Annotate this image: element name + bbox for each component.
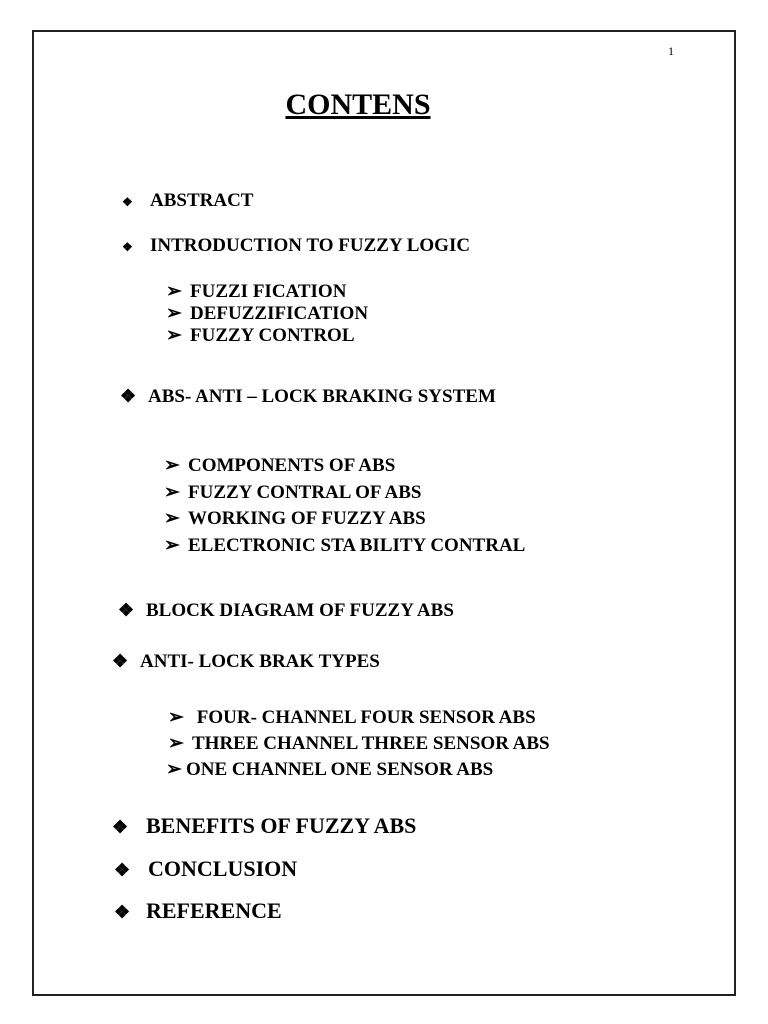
page-title: CONTENS: [285, 88, 431, 121]
toc-subitem-defuzzification: ➢ DEFUZZIFICATION: [166, 303, 369, 324]
diamond-bullet-icon: ❖: [120, 386, 137, 406]
toc-item-block-diagram: ❖ BLOCK DIAGRAM OF FUZZY ABS: [118, 600, 454, 621]
diamond-bullet-icon: ❖: [122, 195, 133, 209]
toc-item-benefits: ❖ BENEFITS OF FUZZY ABS: [112, 813, 417, 838]
arrow-bullet-icon: ➢: [164, 508, 180, 529]
toc-subitem-fuzzification: ➢ FUZZI FICATION: [166, 281, 347, 302]
arrow-bullet-icon: ➢: [168, 707, 184, 728]
toc-item-abstract: ❖ ABSTRACT: [122, 190, 254, 211]
toc-item-introduction: ❖ INTRODUCTION TO FUZZY LOGIC: [122, 235, 471, 256]
arrow-bullet-icon: ➢: [166, 281, 182, 302]
diamond-bullet-icon: ❖: [114, 902, 131, 922]
page-number: 1: [668, 44, 674, 58]
arrow-bullet-icon: ➢: [166, 325, 182, 346]
toc-subitem-fuzzy-contral: ➢ FUZZY CONTRAL OF ABS: [164, 482, 422, 503]
diamond-bullet-icon: ❖: [122, 240, 133, 254]
toc-item-conclusion: ❖ CONCLUSION: [114, 856, 298, 881]
arrow-bullet-icon: ➢: [164, 455, 180, 476]
toc-subitem-electronic-stability: ➢ ELECTRONIC STA BILITY CONTRAL: [164, 535, 526, 556]
toc-item-abs: ❖ ABS- ANTI – LOCK BRAKING SYSTEM: [120, 386, 496, 407]
toc-subitem-three-channel: ➢ THREE CHANNEL THREE SENSOR ABS: [168, 733, 550, 754]
arrow-bullet-icon: ➢: [166, 759, 182, 780]
toc-subitem-components: ➢ COMPONENTS OF ABS: [164, 455, 396, 476]
toc-subitem-fuzzy-control: ➢ FUZZY CONTROL: [166, 325, 355, 346]
arrow-bullet-icon: ➢: [164, 482, 180, 503]
toc-item-brake-types: ❖ ANTI- LOCK BRAK TYPES: [112, 651, 380, 672]
toc-item-reference: ❖ REFERENCE: [114, 898, 282, 923]
diamond-bullet-icon: ❖: [112, 651, 129, 671]
diamond-bullet-icon: ❖: [118, 600, 135, 620]
arrow-bullet-icon: ➢: [166, 303, 182, 324]
arrow-bullet-icon: ➢: [168, 733, 184, 754]
toc-subitem-four-channel: ➢ FOUR- CHANNEL FOUR SENSOR ABS: [168, 707, 536, 728]
arrow-bullet-icon: ➢: [164, 535, 180, 556]
diamond-bullet-icon: ❖: [112, 817, 129, 837]
diamond-bullet-icon: ❖: [114, 860, 131, 880]
toc-subitem-one-channel: ➢ ONE CHANNEL ONE SENSOR ABS: [166, 759, 494, 780]
toc-subitem-working: ➢ WORKING OF FUZZY ABS: [164, 508, 426, 529]
